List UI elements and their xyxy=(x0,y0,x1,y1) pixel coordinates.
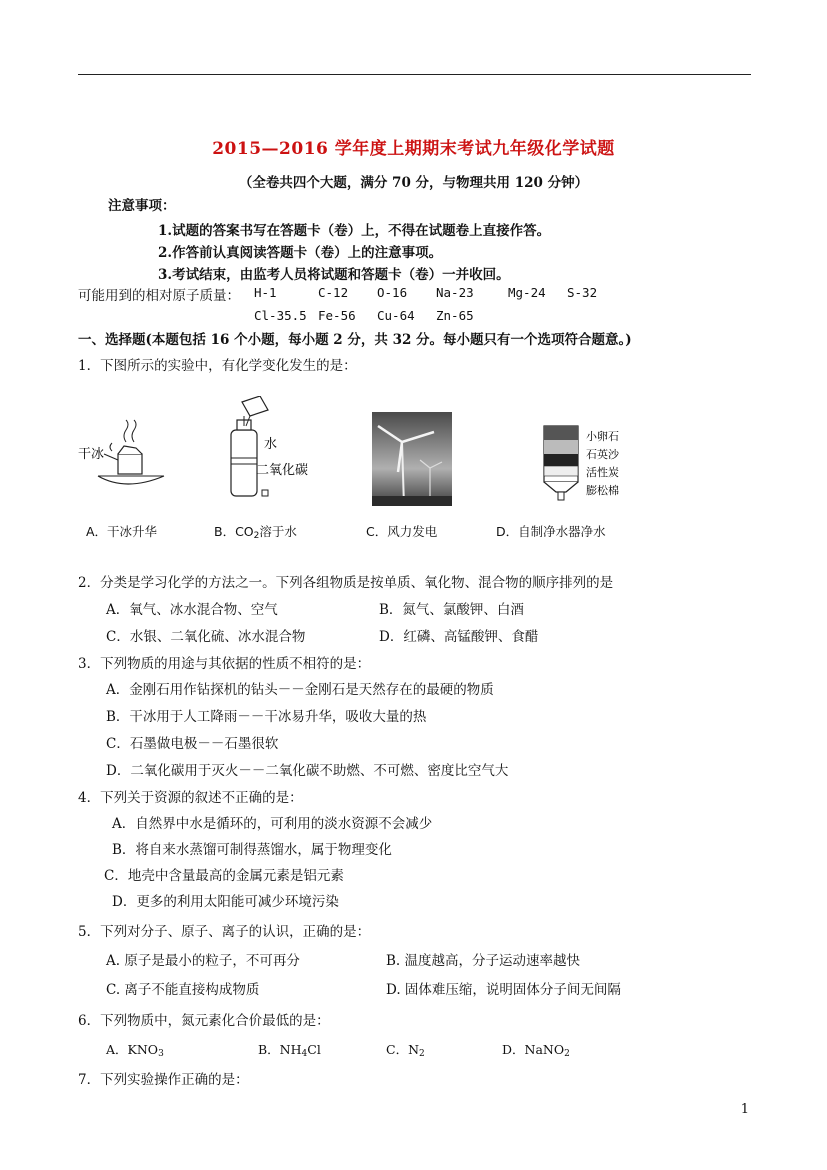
atomic-mass-zn: Zn-65 xyxy=(436,308,474,323)
atomic-mass-o: O-16 xyxy=(377,285,408,300)
co2-bottle-figure xyxy=(206,396,346,516)
q5-stem: 5．下列对分子、原子、离子的认识，正确的是： xyxy=(78,924,371,940)
q3-stem: 3．下列物质的用途与其依据的性质不相符的是： xyxy=(78,656,371,672)
q4-option-c: C．地壳中含量最高的金属元素是铝元素 xyxy=(104,868,344,884)
atomic-mass-cu: Cu-64 xyxy=(377,308,415,323)
atomic-mass-c: C-12 xyxy=(318,285,349,300)
dry-ice-figure xyxy=(76,396,176,516)
q1-figures xyxy=(76,396,656,546)
note-item-1: 1.试题的答案书写在答题卡（卷）上，不得在试题卷上直接作答。 xyxy=(158,223,551,239)
q2-option-a: A．氧气、冰水混合物、空气 xyxy=(106,602,278,618)
label-pebble: 小卵石 xyxy=(586,430,619,443)
header-rule xyxy=(78,74,751,75)
q2-stem: 2．分类是学习化学的方法之一。下列各组物质是按单质、氧化物、混合物的顺序排列的是 xyxy=(78,575,614,591)
label-sand: 石英沙 xyxy=(586,448,619,461)
atomic-mass-mg: Mg-24 xyxy=(508,285,546,300)
notes-heading: 注意事项： xyxy=(108,198,176,214)
label-water: 水 xyxy=(264,437,278,452)
atomic-mass-cl: Cl-35.5 xyxy=(254,308,307,323)
exam-subtitle: （全卷共四个大题，满分 70 分，与物理共用 120 分钟） xyxy=(238,175,589,191)
q1-option-a: A．干冰升华 xyxy=(86,524,158,539)
q7-stem: 7．下列实验操作正确的是： xyxy=(78,1072,249,1088)
q6-stem: 6．下列物质中，氮元素化合价最低的是： xyxy=(78,1013,330,1029)
note-item-3: 3.考试结束，由监考人员将试题和答题卡（卷）一并收回。 xyxy=(158,267,510,283)
q3-option-a: A．金刚石用作钻探机的钻头－－金刚石是天然存在的最硬的物质 xyxy=(106,682,494,698)
q5-option-b: B. 温度越高，分子运动速率越快 xyxy=(386,953,581,969)
atomic-mass-label: 可能用到的相对原子质量： xyxy=(78,288,240,304)
q4-stem: 4．下列关于资源的叙述不正确的是： xyxy=(78,790,303,806)
q1-stem: 1．下图所示的实验中，有化学变化发生的是： xyxy=(78,358,357,374)
note-item-2: 2.作答前认真阅读答题卡（卷）上的注意事项。 xyxy=(158,245,443,261)
q1-option-c: C．风力发电 xyxy=(366,524,438,539)
q1-option-b: B．$CO_2$溶于水 xyxy=(214,524,297,541)
atomic-mass-s: S-32 xyxy=(567,285,598,300)
atomic-mass-h: H-1 xyxy=(254,285,277,300)
exam-title: 2015—2016 学年度上期期末考试九年级化学试题 xyxy=(212,139,615,159)
q2-option-c: C．水银、二氧化硫、冰水混合物 xyxy=(106,629,306,645)
label-dry-ice: 干冰 xyxy=(78,447,105,462)
q6-option-a: A．$KNO_3$ xyxy=(106,1042,164,1059)
q4-option-d: D．更多的利用太阳能可减少环境污染 xyxy=(112,894,339,910)
label-cotton: 膨松棉 xyxy=(586,484,619,497)
q5-option-d: D. 固体难压缩，说明固体分子间无间隔 xyxy=(386,982,621,998)
q2-option-b: B．氮气、氯酸钾、白酒 xyxy=(379,602,524,618)
q3-option-c: C．石墨做电极－－石墨很软 xyxy=(106,736,279,752)
section1-heading: 一、选择题(本题包括 16 个小题，每小题 2 分，共 32 分。每小题只有一个选项符合题意。) xyxy=(78,332,632,348)
label-co2: 二氧化碳 xyxy=(256,463,309,478)
water-filter-figure xyxy=(532,396,656,516)
q6-option-c: C．$N_2$ xyxy=(386,1042,425,1059)
q3-option-b: B．干冰用于人工降雨－－干冰易升华，吸收大量的热 xyxy=(106,709,427,725)
atomic-mass-fe: Fe-56 xyxy=(318,308,356,323)
q4-option-a: A．自然界中水是循环的，可利用的淡水资源不会减少 xyxy=(112,816,433,832)
wind-turbine-photo xyxy=(372,412,452,506)
label-carbon: 活性炭 xyxy=(586,466,619,479)
q3-option-d: D．二氧化碳用于灭火－－二氧化碳不助燃、不可燃、密度比空气大 xyxy=(106,763,509,779)
page-number: 1 xyxy=(740,1102,749,1117)
atomic-mass-na: Na-23 xyxy=(436,285,474,300)
q4-option-b: B．将自来水蒸馏可制得蒸馏水，属于物理变化 xyxy=(112,842,392,858)
q2-option-d: D．红磷、高锰酸钾、食醋 xyxy=(379,629,539,645)
q5-option-c: C. 离子不能直接构成物质 xyxy=(106,982,260,998)
q1-option-d: D．自制净水器净水 xyxy=(496,524,606,539)
q5-option-a: A. 原子是最小的粒子，不可再分 xyxy=(106,953,300,969)
q6-option-d: D．NaNO$_2$ xyxy=(502,1042,570,1059)
q6-option-b: B．$NH_4Cl$ xyxy=(258,1042,321,1059)
